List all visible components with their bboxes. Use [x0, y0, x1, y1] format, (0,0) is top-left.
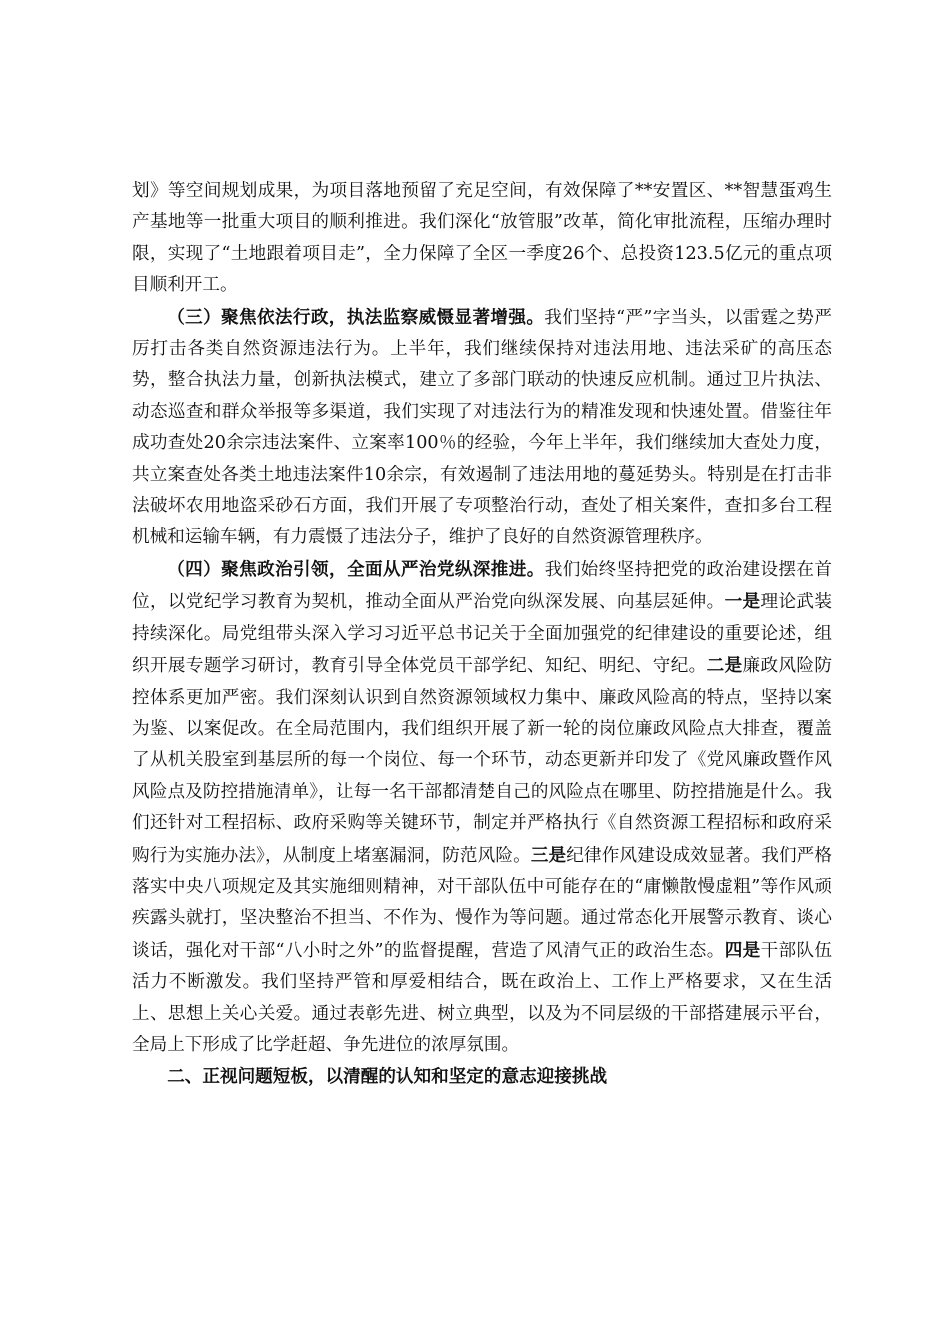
item-1-label: 一是 [724, 591, 761, 613]
section-3-body: 我们坚持“严”字当头，以雷霆之势严厉打击各类自然资源违法行为。上半年，我们继续保持对违法用地、违法采矿的高压态势，整合执法力量，创新执法模式，建立了多部门联动的快速反应机制。通过卫片执法、动态巡查和群众举报等多渠道，我们实现了对违法行为的精准发现和快速处置。借鉴往年成功查处20余宗违法案件、立案率100％的经验，今年上半年，我们继续加大查处力度，共立案查处各类土地违法案件10余宗，有效遏制了违法用地的蔓延势头。特别是在打击非法破坏农用地盗采砂石方面，我们开展了专项整治行动，查处了相关案件，查扣多台工程机械和运输车辆，有力震慑了违法分子，维护了良好的自然资源管理秩序。 [132, 307, 832, 548]
item-2-label: 二是 [706, 655, 743, 677]
section-4-title: （四）聚焦政治引领，全面从严治党纵深推进。 [167, 558, 545, 580]
item-4-label: 四是 [724, 939, 761, 961]
item-1-text: 理论武装持续深化。局党组带头深入学习习近平总书记关于全面加强党的纪律建设的重要论述，组织开展专题学习研讨，教育引导全体党员干部学纪、知纪、明纪、守纪。 [132, 592, 832, 677]
paragraph-party-governance [132, 554, 832, 1062]
document-page [132, 176, 832, 1093]
item-2-text: 廉政风险防控体系更加严密。我们深刻认识到自然资源领域权力集中、廉政风险高的特点，坚持以案为鉴、以案促改。在全局范围内，我们组织开展了新一轮的岗位廉政风险点大排查，覆盖了从机关股室到基层所的每一个岗位、每一个环节，动态更新并印发了《党风廉政暨作风风险点及防控措施清单》，让每一名干部都清楚自己的风险点在哪里、防控措施是什么。我们还针对工程招标、政府采购等关键环节，制定并严格执行《自然资源工程招标和政府采购行为实施办法》，从制度上堵塞漏洞，防范风险。 [132, 656, 832, 866]
item-4-text: 干部队伍活力不断激发。我们坚持严管和厚爱相结合，既在政治上、工作上严格要求，又在生活上、思想上关心关爱。通过表彰先进、树立典型，以及为不同层级的干部搭建展示平台，全局上下形成了比学赶超、争先进位的浓厚氛围。 [132, 940, 832, 1055]
paragraph-land-planning: 划》等空间规划成果，为项目落地预留了充足空间，有效保障了**安置区、**智慧蛋鸡生产基地等一批重大项目的顺利推进。我们深化“放管服”改革，简化审批流程，压缩办理时限，实现了“土地跟着项目走”，全力保障了全区一季度26个、总投资123.5亿元的重点项目顺利开工。 [132, 181, 832, 296]
section-2-heading: 二、正视问题短板，以清醒的认知和坚定的意志迎接挑战 [167, 1066, 608, 1088]
section-4-intro: 我们始终坚持把党的政治建设摆在首位，以党纪学习教育为契机，推动全面从严治党向纵深发展、向基层延伸。 [132, 559, 832, 613]
section-3-title: （三）聚焦依法行政，执法监察威慑显著增强。 [167, 306, 545, 328]
paragraph-law-enforcement [132, 302, 832, 554]
item-3-text: 纪律作风建设成效显著。我们严格落实中央八项规定及其实施细则精神，对干部队伍中可能存在的“庸懒散慢虚粗”等作风顽疾露头就打，坚决整治不担当、不作为、慢作为等问题。通过常态化开展警示教育、谈心谈话，强化对干部“八小时之外”的监督提醒，营造了风清气正的政治生态。 [132, 845, 832, 961]
item-3-label: 三是 [530, 844, 567, 866]
